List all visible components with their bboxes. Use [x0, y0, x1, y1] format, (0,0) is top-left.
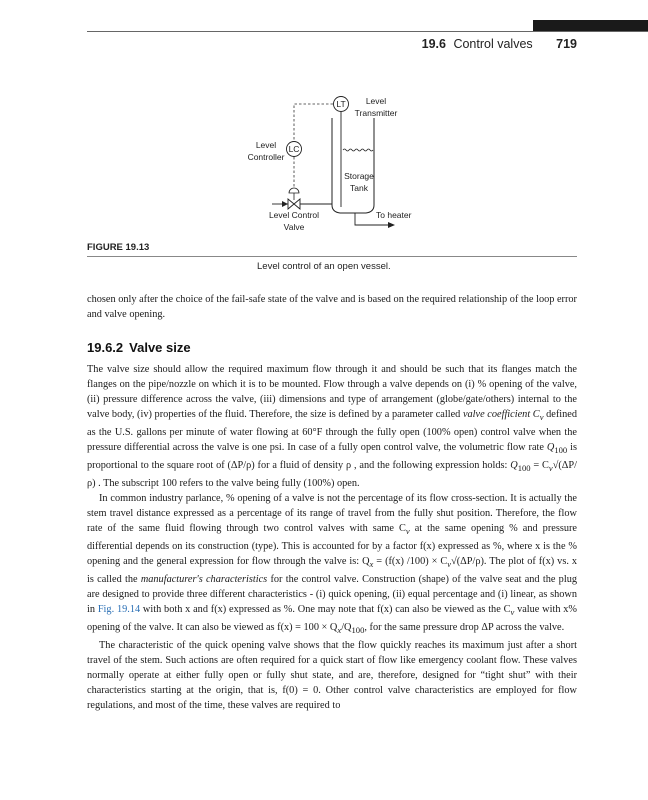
level-controller-label-1: Level: [255, 140, 277, 150]
level-control-valve-label-1: Level Control: [268, 210, 320, 220]
liquid-surface: [343, 149, 373, 151]
level-controller-label-2: Controller: [247, 152, 285, 162]
valve-body: [288, 199, 300, 209]
section-heading-number: 19.6.2: [87, 340, 124, 355]
valve-actuator: [289, 188, 299, 193]
lt-text: LT: [336, 99, 346, 109]
storage-tank-label-2: Tank: [350, 183, 368, 193]
paragraph-valve-size: The valve size should allow the required maximum flow through it and should be such that its flanges match the flanges on the pipe/nozzle on which it is to be mounted. Flow through a valve depends on (i) % opening of the valve, (ii) pressure difference across the valve, (iii) dimensions and type of arrangement (globe/gate/others) internal to the valve body, (iv) properties of the fluid. Therefore, the size is defined by a parameter called valve coefficient $C_v$ defined as the U.S. gallons per minute of water flowing at 60°F through the fully open (100% open) control valve when the pressure differential across the valve is one psi. In case of a fully open control valve, the volumetric flow rate $Q_{100}$ is proportional to the square root of (ΔP/ρ) for a fluid of density ρ , and the following expression holds: $Q_{100} = C_v√(\Delta P/\rho)$ . The subscript 100 refers to the valve being fully (100%) open.: [87, 364, 578, 490]
body-text: [87, 362, 577, 713]
paragraph-valve-opening: In common industry parlance, % opening of a valve is not the percentage of its flow cross-section. It is actually the stem travel distance expressed as a percentage of its range of travel from the fully shut position. Therefore, the flow rate of the same fluid flowing through two control valves with same $C_v$ at the same opening % and pressure differential depends on its construction (type). This is accounted for by a factor f(x) expressed as %, where x is the % opening and the general expression for flow through the valve is: $Q_x = (f(x) /100) \times C_v√(\Delta P/\rho)$. The plot of f(x) vs. x is called the manufacturer's characteristics for the control valve. Construction (shape) of the valve seat and the plug are designed to provide three different characteristics - (i) quick opening, (ii) equal percentage and (i) linear, as shown in Fig. 19.14 with both x and f(x) expressed as %. One may note that f(x) can also be viewed as the $C_v$ value with x% opening of the valve. It can also be viewed as $f(x) = 100 \times Q_x/Q_{100}$, for the same pressure drop ΔP across the valve.: [87, 493, 578, 636]
header-rule: [87, 31, 648, 32]
signal-line-lt-lc: [294, 104, 333, 142]
outlet-arrow: [388, 222, 395, 228]
level-control-diagram: [0, 80, 648, 240]
lc-text: LC: [288, 144, 300, 154]
figure-19-14-link[interactable]: Fig. 19.14: [97, 604, 141, 616]
storage-tank: [332, 118, 374, 213]
paragraph-quick-opening: The characteristic of the quick opening valve shows that the flow quickly reaches its maximum just after a short travel of the stem. Such actions are often required for a quick start of flow like emergency coolant flow. These valves normally operate at either fully open or fully shut state, and are, therefore, designed for “tight shut” with their characteristics starting at the origin, that is, f(0) = 0. Other control valve characteristics are employed for flow regulations, and most of the time, these valves are required to: [87, 640, 577, 712]
level-control-valve-label-2: Valve: [283, 222, 305, 232]
inlet-arrow: [282, 201, 288, 207]
figure-caption: Level control of an open vessel.: [257, 261, 391, 272]
level-transmitter-label-1: Level: [365, 96, 387, 106]
section-heading-title: Valve size: [129, 340, 191, 355]
figure-label: FIGURE 19.13: [87, 242, 150, 253]
intro-paragraph: chosen only after the choice of the fail-safe state of the valve and is based on the required relationship of the loop error and valve opening.: [87, 294, 577, 320]
page-number: 719: [556, 37, 577, 51]
storage-tank-label-1: Storage: [344, 171, 374, 181]
section-heading: [87, 340, 191, 355]
level-transmitter-label-2: Transmitter: [354, 108, 398, 118]
to-heater-label: To heater: [376, 210, 412, 220]
running-head: [0, 37, 577, 51]
section-title: Control valves: [453, 37, 533, 51]
figure-rule: [87, 256, 577, 257]
section-number: 19.6: [421, 37, 446, 51]
